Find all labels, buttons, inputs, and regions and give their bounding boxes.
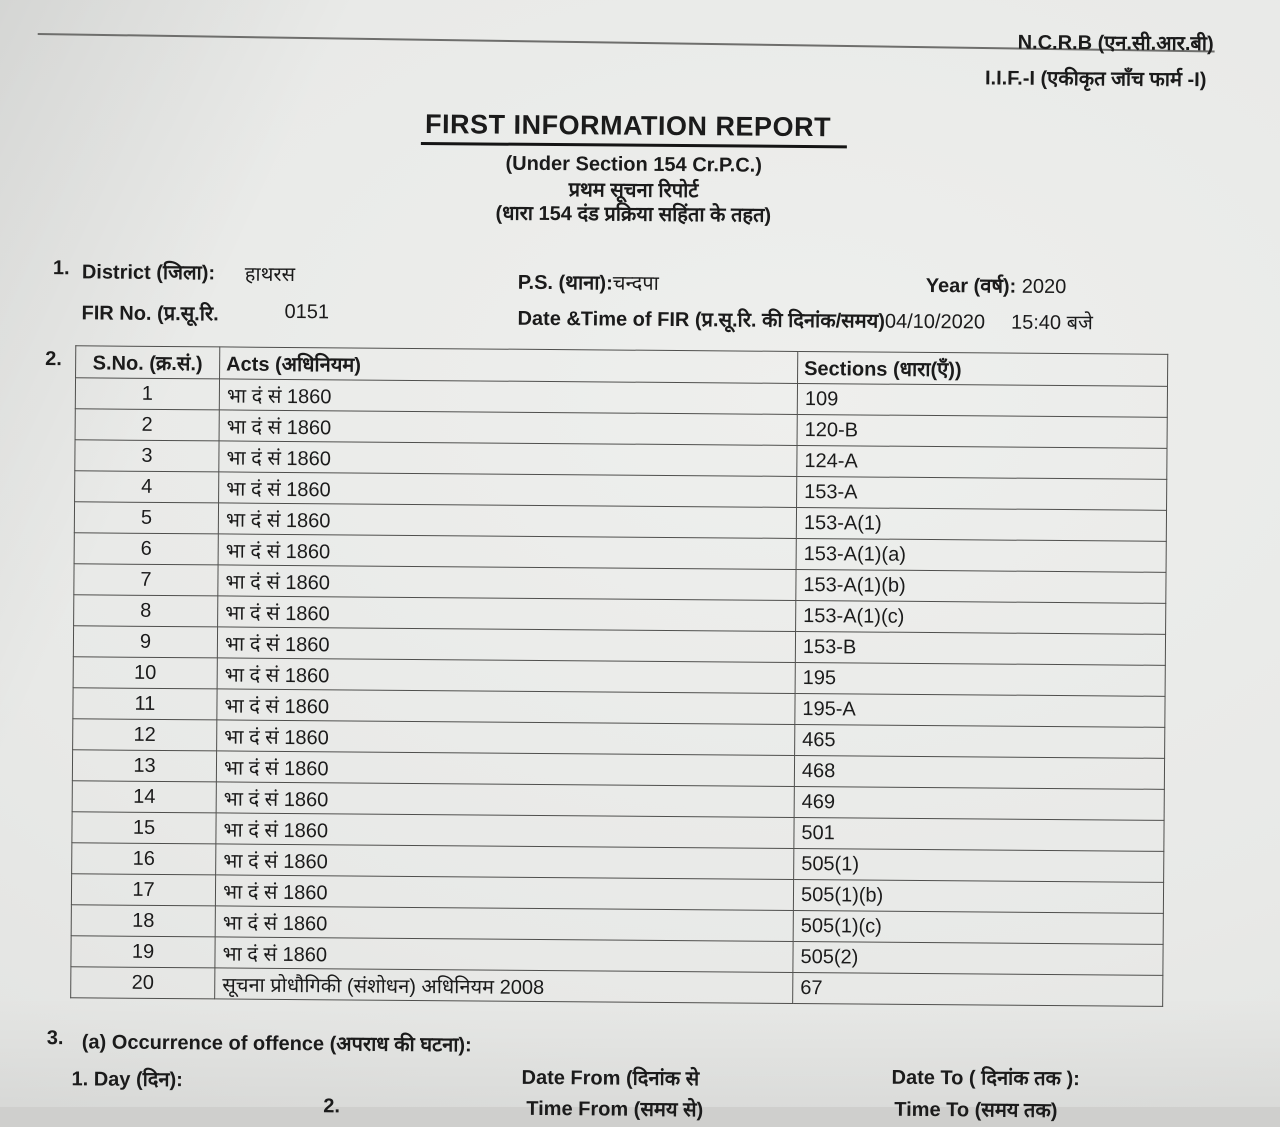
sno-cell: 1 bbox=[75, 378, 219, 410]
fir-datetime-field bbox=[517, 304, 1093, 336]
title-subtitle-en: (Under Section 154 Cr.P.C.) bbox=[505, 152, 762, 177]
section-cell: 195-A bbox=[795, 693, 1165, 727]
act-cell: भा दं सं 1860 bbox=[217, 689, 795, 725]
act-cell: भा दं सं 1860 bbox=[215, 875, 793, 911]
fir-no-value: 0151 bbox=[284, 300, 330, 324]
act-cell: भा दं सं 1860 bbox=[216, 844, 794, 880]
sno-cell: 3 bbox=[75, 440, 219, 472]
section-cell: 505(1)(c) bbox=[793, 910, 1163, 944]
act-cell: भा दं सं 1860 bbox=[217, 720, 795, 756]
acts-sections-table bbox=[70, 345, 1168, 1007]
act-cell: भा दं सं 1860 bbox=[217, 658, 795, 694]
page-title: FIRST INFORMATION REPORT bbox=[421, 109, 847, 148]
sno-cell: 9 bbox=[73, 626, 217, 658]
year-field bbox=[926, 271, 1067, 299]
time-to-label: Time To (समय तक) bbox=[894, 1098, 1058, 1123]
section-cell: 468 bbox=[794, 755, 1164, 789]
section-cell: 465 bbox=[795, 724, 1165, 758]
sno-cell: 16 bbox=[72, 843, 216, 875]
act-cell: भा दं सं 1860 bbox=[215, 937, 793, 973]
section-cell: 153-A bbox=[797, 476, 1167, 510]
table-header-sno: S.No. (क्र.सं.) bbox=[76, 346, 220, 379]
act-cell: भा दं सं 1860 bbox=[219, 379, 797, 415]
title-subtitle-hi2: (धारा 154 दंड प्रक्रिया सहिंता के तहत) bbox=[495, 202, 772, 227]
section-cell: 67 bbox=[793, 972, 1163, 1006]
act-cell: भा दं सं 1860 bbox=[216, 782, 794, 818]
section-cell: 469 bbox=[794, 786, 1164, 820]
sno-cell: 20 bbox=[71, 967, 215, 999]
sno-cell: 6 bbox=[74, 533, 218, 565]
iif-header: I.I.F.-I (एकीकृत जाँच फार्म -I) bbox=[984, 67, 1207, 92]
title-block bbox=[0, 106, 1269, 232]
ps-label: P.S. (थाना): bbox=[517, 271, 613, 295]
section-cell: 501 bbox=[794, 817, 1164, 851]
district-value: हाथरस bbox=[244, 263, 296, 287]
sno-cell: 11 bbox=[73, 688, 217, 720]
time-from-label: Time From (समय से) bbox=[526, 1097, 704, 1122]
act-cell: सूचना प्रोधौगिकी (संशोधन) अधिनियम 2008 bbox=[215, 968, 793, 1004]
sno-cell: 15 bbox=[72, 812, 216, 844]
section-cell: 505(1)(b) bbox=[793, 879, 1163, 913]
sno-cell: 2 bbox=[75, 409, 219, 441]
section-cell: 109 bbox=[797, 383, 1167, 417]
section-cell: 153-B bbox=[795, 631, 1165, 665]
item3-number: 3. bbox=[46, 1027, 64, 1050]
section-cell: 124-A bbox=[797, 445, 1167, 479]
fir-no-label: FIR No. (प्र.सू.रि. bbox=[81, 302, 219, 326]
year-label: Year (वर्ष): bbox=[925, 274, 1017, 298]
act-cell: भा दं सं 1860 bbox=[215, 906, 793, 942]
fir-date-value: 04/10/2020 bbox=[884, 310, 986, 334]
day-label: 1. Day (दिन): bbox=[71, 1068, 183, 1092]
sno-cell: 18 bbox=[71, 905, 215, 937]
section-cell: 153-A(1)(b) bbox=[796, 569, 1166, 603]
act-cell: भा दं सं 1860 bbox=[217, 627, 795, 663]
title-subtitle-hi: प्रथम सूचना रिपोर्ट bbox=[568, 179, 699, 203]
act-cell: भा दं सं 1860 bbox=[216, 813, 794, 849]
act-cell: भा दं सं 1860 bbox=[219, 410, 797, 446]
section-cell: 120-B bbox=[797, 414, 1167, 448]
section-cell: 505(2) bbox=[793, 941, 1163, 975]
sno-cell: 17 bbox=[71, 874, 215, 906]
sno-cell: 19 bbox=[71, 936, 215, 968]
ps-value: चन्दपा bbox=[612, 272, 659, 295]
date-to-label: Date To ( दिनांक तक ): bbox=[891, 1066, 1080, 1091]
fir-time-value: 15:40 बजे bbox=[1010, 311, 1093, 335]
acts-table-body bbox=[71, 378, 1168, 1007]
table-header-acts: Acts (अधिनियम) bbox=[220, 347, 798, 384]
sno-cell: 14 bbox=[72, 781, 216, 813]
act-cell: भा दं सं 1860 bbox=[218, 534, 796, 570]
act-cell: भा दं सं 1860 bbox=[219, 441, 797, 477]
sno-cell: 4 bbox=[75, 471, 219, 503]
district-label: District (जिला): bbox=[81, 261, 216, 285]
act-cell: भा दं सं 1860 bbox=[218, 596, 796, 632]
section-cell: 153-A(1)(a) bbox=[796, 538, 1166, 572]
sno-cell: 5 bbox=[74, 502, 218, 534]
sno-cell: 7 bbox=[74, 564, 218, 596]
ncrb-header: N.C.R.B (एन.सी.आर.बी) bbox=[1017, 31, 1214, 56]
act-cell: भा दं सं 1860 bbox=[218, 565, 796, 601]
table-header-sections: Sections (धारा(एँ)) bbox=[798, 351, 1168, 386]
fir-datetime-label: Date &Time of FIR (प्र.सू.रि. की दिनांक/समय) bbox=[517, 307, 886, 333]
date-from-label: Date From (दिनांक से bbox=[521, 1066, 700, 1091]
item1-number: 1. bbox=[52, 257, 70, 280]
occurrence-heading: (a) Occurrence of offence (अपराध की घटना): bbox=[81, 1031, 472, 1057]
sno-cell: 12 bbox=[73, 719, 217, 751]
ps-field bbox=[518, 268, 659, 296]
sno-cell: 10 bbox=[73, 657, 217, 689]
section-cell: 195 bbox=[795, 662, 1165, 696]
year-value: 2020 bbox=[1021, 275, 1067, 299]
act-cell: भा दं सं 1860 bbox=[216, 751, 794, 787]
section-cell: 153-A(1) bbox=[796, 507, 1166, 541]
item3-row2-number: 2. bbox=[323, 1095, 341, 1118]
act-cell: भा दं सं 1860 bbox=[218, 503, 796, 539]
sno-cell: 8 bbox=[74, 595, 218, 627]
item2-number: 2. bbox=[45, 348, 62, 371]
section-cell: 153-A(1)(c) bbox=[796, 600, 1166, 634]
section-cell: 505(1) bbox=[794, 848, 1164, 882]
act-cell: भा दं सं 1860 bbox=[219, 472, 797, 508]
sno-cell: 13 bbox=[72, 750, 216, 782]
